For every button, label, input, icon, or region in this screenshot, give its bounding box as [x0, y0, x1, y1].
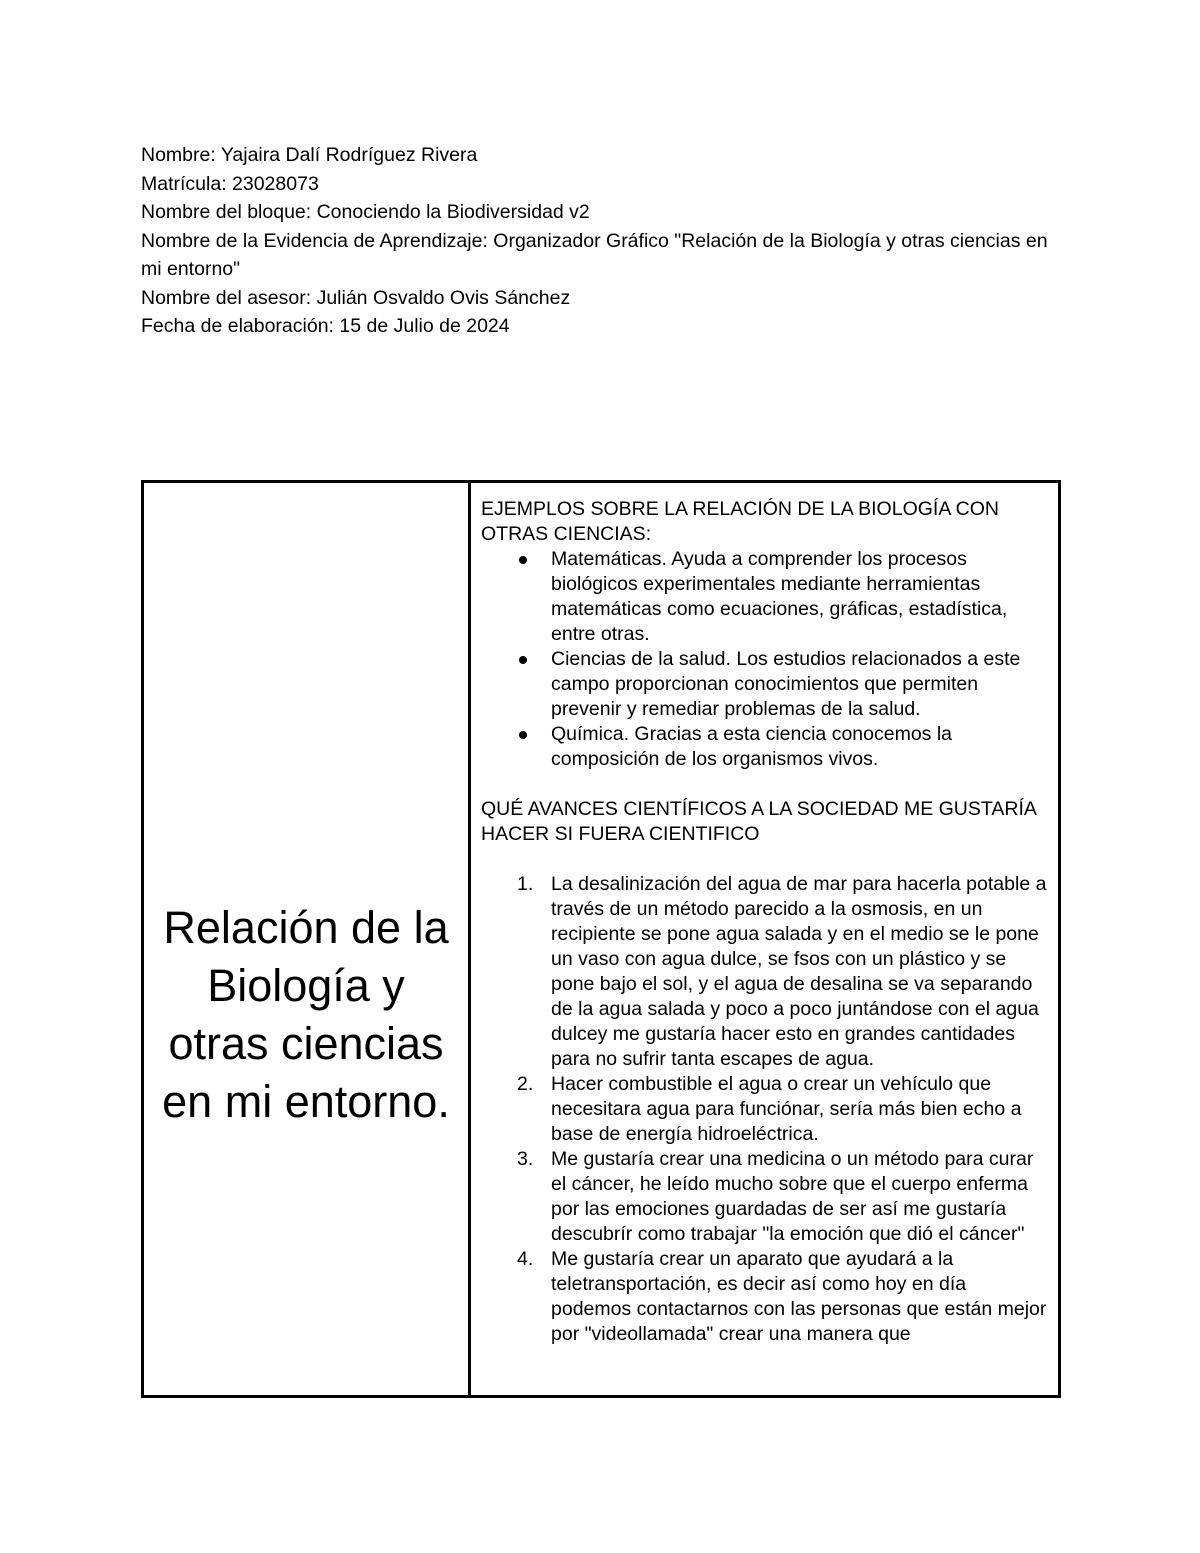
evidence-name: Nombre de la Evidencia de Aprendizaje: Organizador Gráfico "Relación de la Biología y otras ciencias en mi entorno": [141, 229, 1048, 280]
list-item: [481, 547, 1050, 647]
examples-heading: EJEMPLOS SOBRE LA RELACIÓN DE LA BIOLOGÍA CON OTRAS CIENCIAS:: [481, 498, 1000, 545]
list-item-text: Me gustaría crear un aparato que ayudará a la teletransportación, es decir así como hoy en día podemos contactarnos con las personas que están mejor por "videollamada" crear una manera que: [551, 1248, 1047, 1345]
advances-heading: QUÉ AVANCES CIENTÍFICOS A LA SOCIEDAD ME GUSTARÍA HACER SI FUERA CIENTIFICO: [481, 798, 1036, 845]
document-header: [141, 141, 1051, 341]
table-right-cell: [471, 483, 1058, 1395]
list-item: [481, 647, 1050, 722]
advances-list: [481, 872, 1050, 1347]
bullet-icon: [519, 731, 527, 739]
organizer-table: [141, 480, 1061, 1398]
spacer: [481, 847, 1050, 872]
list-item-text: Ciencias de la salud. Los estudios relacionados a este campo proporcionan conocimientos que permiten prevenir y remediar problemas de la salud.: [551, 648, 1021, 720]
bullet-icon: [519, 556, 527, 564]
list-number: 2.: [517, 1073, 534, 1095]
list-number: 3.: [517, 1148, 534, 1170]
list-item: [481, 1072, 1050, 1147]
list-item-text: Me gustaría crear una medicina o un método para curar el cáncer, he leído mucho sobre que el cuerpo enferma por las emociones guardadas de ser así me gustaría descubrír como trabajar "la emoción que dió el cáncer": [551, 1148, 1034, 1245]
elaboration-date: Fecha de elaboración: 15 de Julio de 2024: [141, 315, 510, 337]
list-item-text: Química. Gracias a esta ciencia conocemos la composición de los organismos vivos.: [551, 723, 953, 770]
list-item-text: Hacer combustible el agua o crear un vehículo que necesitara agua para funciónar, sería más bien echo a base de energía hidroeléctrica.: [551, 1073, 1022, 1145]
list-item-text: La desalinización del agua de mar para hacerla potable a través de un método parecido a la osmosis, en un recipiente se pone agua salada y en el medio se le pone un vaso con agua dulce, se fsos con un plástico y se pone bajo el sol, y el agua de desalina se va separando de la agua salada y poco a poco juntándose con el agua dulcey me gustaría hacer esto en grandes cantidades para no sufrir tanta escapes de agua.: [551, 873, 1047, 1070]
bullet-icon: [519, 656, 527, 664]
table-left-cell: [144, 483, 471, 1395]
list-item: [481, 1147, 1050, 1247]
student-id: Matrícula: 23028073: [141, 172, 319, 195]
list-number: 4.: [517, 1248, 534, 1270]
list-item: [481, 872, 1050, 1072]
list-item-text: Matemáticas. Ayuda a comprender los procesos biológicos experimentales mediante herramientas matemáticas como ecuaciones, gráficas, estadística, entre otras.: [551, 548, 1008, 645]
advisor-name: Nombre del asesor: Julián Osvaldo Ovis Sánchez: [141, 286, 571, 309]
student-name: Nombre: Yajaira Dalí Rodríguez Rivera: [141, 144, 478, 166]
spacer: [481, 772, 1050, 797]
block-name: Nombre del bloque: Conociendo la Biodiversidad v2: [141, 201, 590, 223]
list-item: [481, 722, 1050, 772]
examples-list: [481, 547, 1050, 772]
list-number: 1.: [517, 873, 534, 895]
list-item: [481, 1247, 1050, 1347]
organizer-title: Relación de la Biología y otras ciencias en mi entorno.: [162, 902, 450, 1127]
